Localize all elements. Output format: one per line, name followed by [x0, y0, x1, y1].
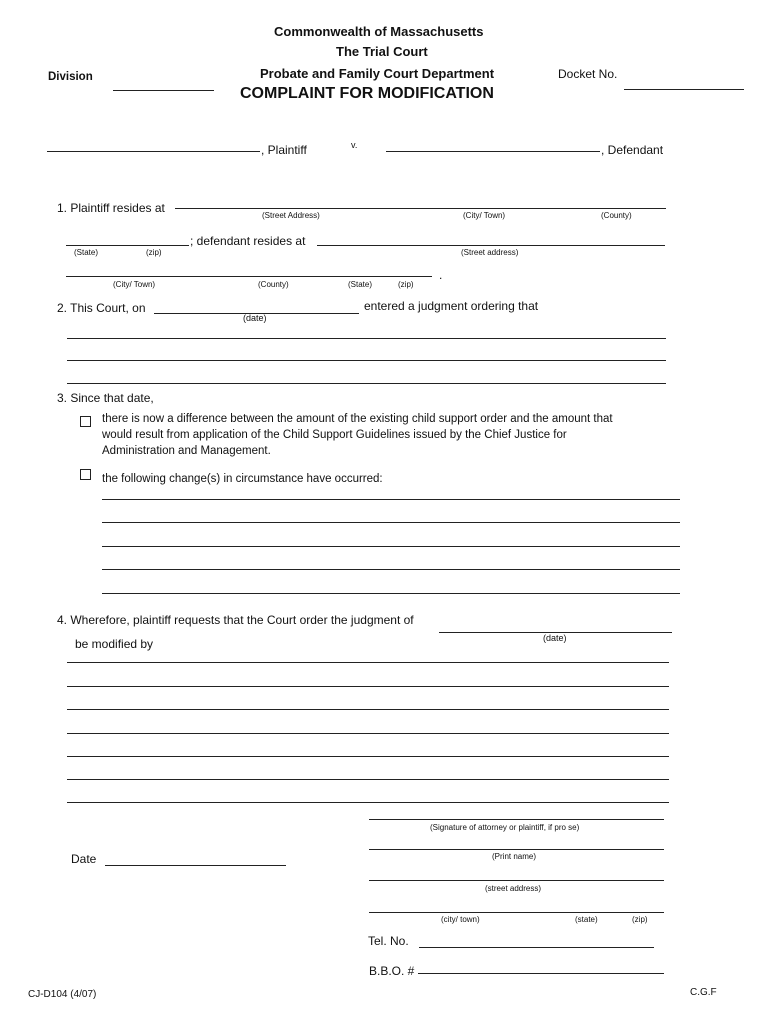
option1-line1: there is now a difference between the amount of the existing child support order and the amount that: [102, 413, 613, 425]
form-id: CJ-D104 (4/07): [28, 989, 97, 1000]
modification-line-2[interactable]: [67, 686, 669, 687]
defendant-address-field[interactable]: [317, 245, 665, 246]
caption-state-2: (State): [348, 280, 373, 289]
docket-label: Docket No.: [558, 67, 618, 81]
circumstance-line-2[interactable]: [102, 522, 680, 523]
caption-zip-2: (zip): [398, 280, 414, 289]
date-field[interactable]: [105, 865, 286, 866]
plaintiff-state-zip-field[interactable]: [66, 245, 189, 246]
date-label: Date: [71, 852, 97, 866]
caption-street: (street address): [485, 884, 542, 893]
checkbox-change-in-circumstance[interactable]: [80, 469, 91, 480]
section2-text: entered a judgment ordering that: [364, 299, 539, 313]
modification-line-4[interactable]: [67, 733, 669, 734]
plaintiff-name-field[interactable]: [47, 151, 260, 152]
tel-label: Tel. No.: [368, 934, 409, 948]
checkbox-child-support-difference[interactable]: [80, 416, 91, 427]
signer-street-field[interactable]: [369, 880, 664, 881]
plaintiff-label: , Plaintiff: [261, 143, 307, 157]
caption-zip: (zip): [146, 248, 162, 257]
division-label: Division: [48, 71, 93, 83]
defendant-name-field[interactable]: [386, 151, 600, 152]
circumstance-line-3[interactable]: [102, 546, 680, 547]
caption-zip-3: (zip): [632, 915, 648, 924]
judgment-line-1[interactable]: [67, 338, 666, 339]
caption-print-name: (Print name): [492, 852, 537, 861]
division-field[interactable]: [113, 90, 214, 91]
docket-field[interactable]: [624, 89, 744, 90]
caption-city-town-2: (City/ Town): [113, 280, 156, 289]
plaintiff-address-field[interactable]: [175, 208, 666, 209]
header-trial-court: The Trial Court: [336, 44, 428, 59]
caption-signature: (Signature of attorney or plaintiff, if pro se): [430, 823, 580, 832]
caption-date-2: (date): [543, 633, 567, 643]
judgment-line-2[interactable]: [67, 360, 666, 361]
header-department: Probate and Family Court Department: [260, 66, 495, 81]
caption-county-2: (County): [258, 280, 289, 289]
section3-label: 3. Since that date,: [57, 391, 154, 405]
section4-label: 4. Wherefore, plaintiff requests that the Court order the judgment of: [57, 613, 414, 627]
section2-label: 2. This Court, on: [57, 301, 146, 315]
caption-date: (date): [243, 313, 267, 323]
signature-field[interactable]: [369, 819, 664, 820]
footer-code: C.G.F: [690, 987, 717, 998]
print-name-field[interactable]: [369, 849, 664, 850]
modification-line-5[interactable]: [67, 756, 669, 757]
section1-label: 1. Plaintiff resides at: [57, 201, 165, 215]
caption-street-address: (Street Address): [262, 211, 320, 220]
page-title: COMPLAINT FOR MODIFICATION: [240, 85, 494, 102]
option2-text: the following change(s) in circumstance have occurred:: [102, 473, 383, 485]
defendant-city-county-field[interactable]: [66, 276, 432, 277]
bbo-label: B.B.O. #: [369, 964, 415, 978]
period: .: [439, 268, 443, 282]
caption-city: (city/ town): [441, 915, 480, 924]
modification-line-3[interactable]: [67, 709, 669, 710]
caption-state-3: (state): [575, 915, 598, 924]
caption-city-town: (City/ Town): [463, 211, 506, 220]
option1-line2: would result from application of the Child Support Guidelines issued by the Chief Justice for: [102, 429, 567, 441]
circumstance-line-4[interactable]: [102, 569, 680, 570]
judgment-line-3[interactable]: [67, 383, 666, 384]
bbo-field[interactable]: [418, 973, 664, 974]
circumstance-line-1[interactable]: [102, 499, 680, 500]
caption-county: (County): [601, 211, 632, 220]
versus-label: v.: [351, 140, 358, 150]
tel-field[interactable]: [419, 947, 654, 948]
modification-line-7[interactable]: [67, 802, 669, 803]
modified-by-label: be modified by: [75, 637, 154, 651]
caption-street-address-2: (Street address): [461, 248, 519, 257]
defendant-resides-label: ; defendant resides at: [190, 234, 306, 248]
circumstance-line-5[interactable]: [102, 593, 680, 594]
option1-line3: Administration and Management.: [102, 445, 271, 457]
modification-line-6[interactable]: [67, 779, 669, 780]
signer-city-state-zip-field[interactable]: [369, 912, 664, 913]
caption-state: (State): [74, 248, 99, 257]
header-commonwealth: Commonwealth of Massachusetts: [274, 24, 484, 39]
modification-line-1[interactable]: [67, 662, 669, 663]
defendant-label: , Defendant: [601, 143, 664, 157]
